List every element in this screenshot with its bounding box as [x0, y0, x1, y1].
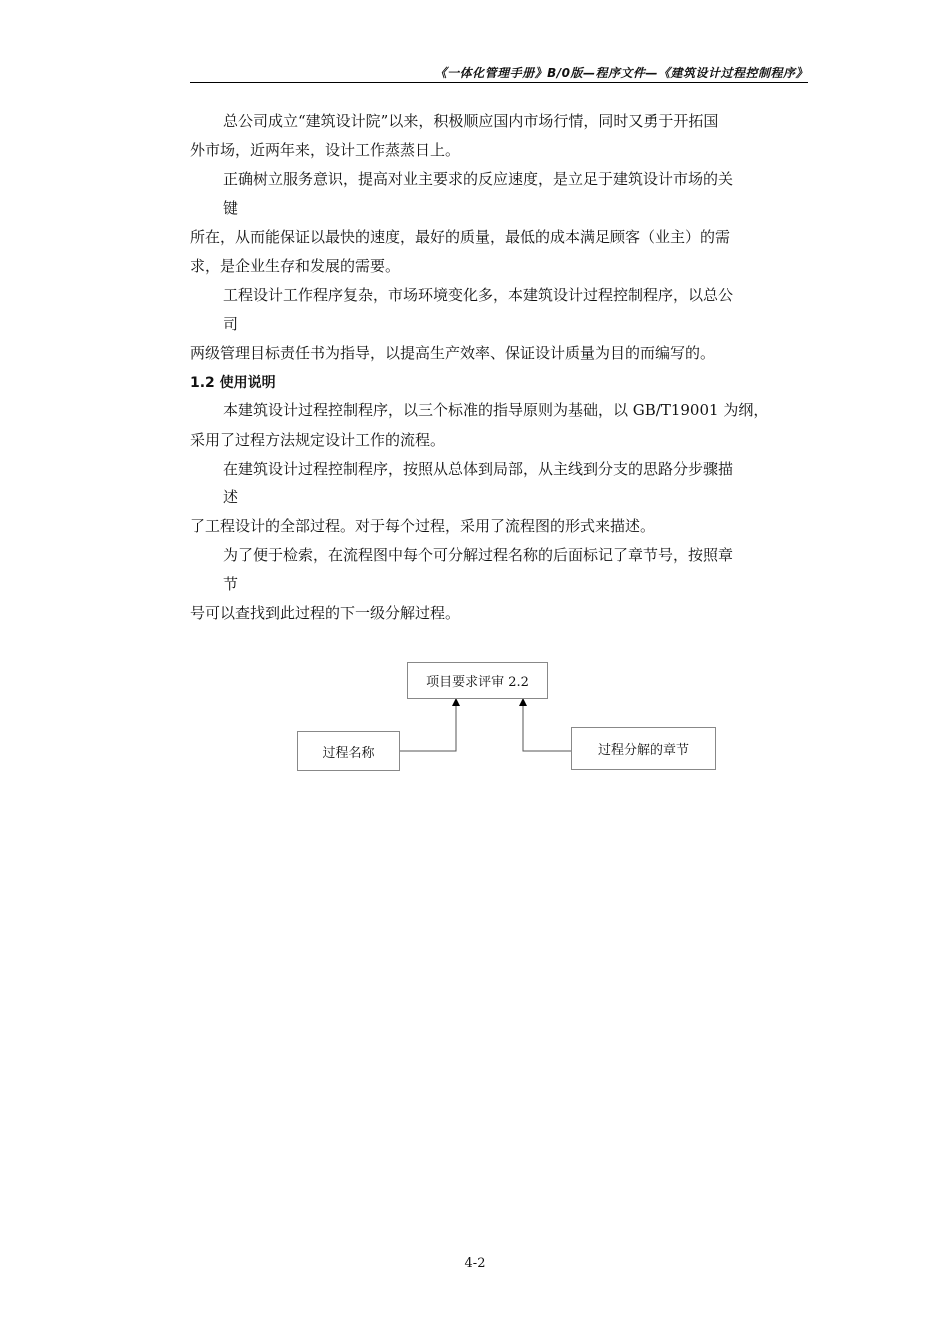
- body-line: 述: [223, 488, 239, 506]
- diagram-box-process-name: [297, 731, 400, 771]
- body-line: 键: [223, 199, 239, 217]
- connector-right-to-top: [523, 702, 572, 751]
- body-line: 号可以查找到此过程的下一级分解过程。: [190, 604, 461, 622]
- body-line: 本建筑设计过程控制程序，以三个标准的指导原则为基础，以 GB/T19001 为纲，: [223, 401, 769, 419]
- diagram-box-process-review: [407, 662, 548, 699]
- diagram-box-label: 过程名称: [322, 745, 375, 761]
- body-line: 工程设计工作程序复杂，市场环境变化多，本建筑设计过程控制程序，以总公: [223, 286, 734, 304]
- body-line: 总公司成立“建筑设计院”以来，积极顺应国内市场行情，同时又勇于开拓国: [223, 112, 719, 130]
- diagram-box-section-number: [571, 727, 716, 770]
- diagram-box-label: 项目要求评审 2.2: [426, 675, 529, 690]
- diagram-box-label: 过程分解的章节: [597, 743, 689, 758]
- connector-left-to-top: [399, 702, 456, 751]
- body-line: 求，是企业生存和发展的需要。: [190, 257, 401, 275]
- body-line: 采用了过程方法规定设计工作的流程。: [190, 431, 446, 449]
- body-line: 正确树立服务意识，提高对业主要求的反应速度，是立足于建筑设计市场的关: [223, 170, 734, 188]
- running-header: 《一体化管理手册》B/0版—程序文件—《建筑设计过程控制程序》: [434, 66, 808, 80]
- body-line: 外市场，近两年来，设计工作蒸蒸日上。: [190, 141, 461, 159]
- body-line: 在建筑设计过程控制程序，按照从总体到局部，从主线到分支的思路分步骤描: [223, 460, 734, 478]
- section-heading: 1.2 使用说明: [190, 375, 276, 391]
- body-line: 为了便于检索，在流程图中每个可分解过程名称的后面标记了章节号，按照章: [223, 546, 734, 564]
- body-line: 节: [223, 575, 239, 593]
- body-line: 司: [223, 315, 239, 333]
- body-line: 了工程设计的全部过程。对于每个过程，采用了流程图的形式来描述。: [190, 517, 656, 535]
- body-line: 所在，从而能保证以最快的速度，最好的质量，最低的成本满足顾客（业主）的需: [190, 228, 731, 246]
- page-number: 4-2: [464, 1256, 486, 1271]
- body-line: 两级管理目标责任书为指导，以提高生产效率、保证设计质量为目的而编写的。: [190, 344, 716, 362]
